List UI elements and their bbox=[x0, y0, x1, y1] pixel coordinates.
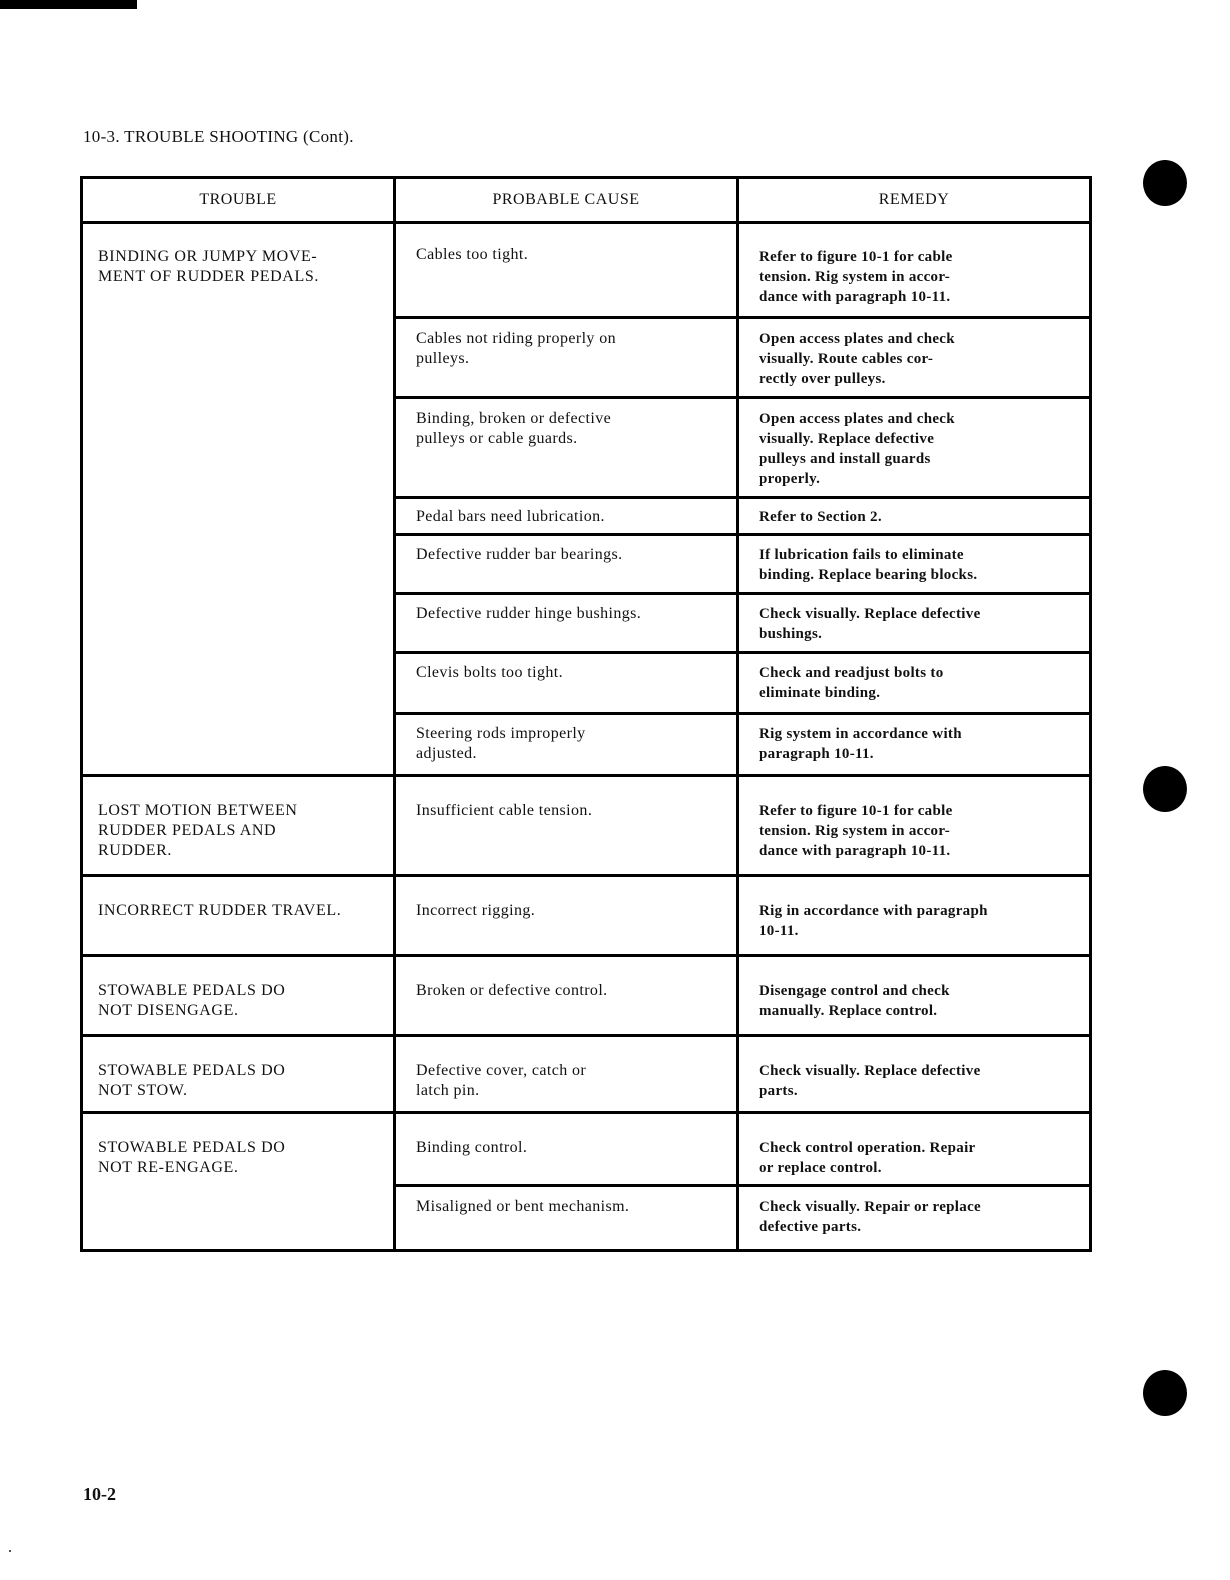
trouble-text: STOWABLE PEDALS DO NOT RE-ENGAGE. bbox=[98, 1139, 286, 1176]
remedy-cell bbox=[738, 594, 1091, 653]
cause-cell bbox=[395, 498, 738, 535]
remedy-text: Check control operation. Repair or replace control. bbox=[759, 1140, 976, 1176]
cause-cell bbox=[395, 398, 738, 498]
remedy-text: Open access plates and check visually. Replace defective pulleys and install guards properly. bbox=[759, 411, 955, 487]
cause-cell bbox=[395, 1113, 738, 1186]
cause-cell bbox=[395, 653, 738, 714]
trouble-cell bbox=[82, 1113, 395, 1251]
remedy-text: Check and readjust bolts to eliminate binding. bbox=[759, 665, 944, 701]
table-row bbox=[82, 776, 1091, 876]
remedy-cell bbox=[738, 318, 1091, 398]
trouble-cell bbox=[82, 1036, 395, 1113]
cause-text: Binding control. bbox=[416, 1139, 528, 1156]
cause-text: Defective rudder hinge bushings. bbox=[416, 605, 642, 622]
remedy-cell bbox=[738, 876, 1091, 956]
binder-hole-bottom bbox=[1143, 1370, 1187, 1416]
cause-cell bbox=[395, 776, 738, 876]
header-remedy: REMEDY bbox=[738, 178, 1091, 223]
table-row bbox=[82, 1113, 1091, 1186]
trouble-text: BINDING OR JUMPY MOVE- MENT OF RUDDER PEDALS. bbox=[98, 248, 319, 285]
cause-cell bbox=[395, 318, 738, 398]
cause-cell bbox=[395, 714, 738, 776]
trouble-text: STOWABLE PEDALS DO NOT STOW. bbox=[98, 1062, 286, 1099]
remedy-text: Refer to figure 10-1 for cable tension. Rig system in accor- dance with paragraph 10-11. bbox=[759, 803, 953, 859]
table-row bbox=[82, 1036, 1091, 1113]
remedy-cell bbox=[738, 956, 1091, 1036]
remedy-text: Disengage control and check manually. Replace control. bbox=[759, 983, 950, 1019]
top-edge-bar bbox=[0, 0, 137, 9]
remedy-text: Check visually. Replace defective bushings. bbox=[759, 606, 981, 642]
header-trouble: TROUBLE bbox=[82, 178, 395, 223]
troubleshooting-table bbox=[80, 176, 1092, 1252]
cause-text: Pedal bars need lubrication. bbox=[416, 508, 605, 525]
remedy-text: Rig system in accordance with paragraph 10-11. bbox=[759, 726, 962, 762]
table-row bbox=[82, 956, 1091, 1036]
remedy-text: Check visually. Repair or replace defective parts. bbox=[759, 1199, 981, 1235]
remedy-text: Refer to Section 2. bbox=[759, 509, 882, 525]
trouble-cell bbox=[82, 956, 395, 1036]
remedy-cell bbox=[738, 653, 1091, 714]
cause-text: Misaligned or bent mechanism. bbox=[416, 1198, 630, 1215]
trouble-text: INCORRECT RUDDER TRAVEL. bbox=[98, 902, 342, 919]
remedy-cell bbox=[738, 535, 1091, 594]
remedy-cell bbox=[738, 1036, 1091, 1113]
cause-text: Defective cover, catch or latch pin. bbox=[416, 1062, 587, 1099]
binder-hole-top bbox=[1143, 160, 1187, 206]
cause-cell bbox=[395, 535, 738, 594]
remedy-text: Check visually. Replace defective parts. bbox=[759, 1063, 981, 1099]
trouble-cell bbox=[82, 876, 395, 956]
table-row bbox=[82, 876, 1091, 956]
cause-cell bbox=[395, 876, 738, 956]
cause-text: Defective rudder bar bearings. bbox=[416, 546, 623, 563]
cause-cell bbox=[395, 956, 738, 1036]
trouble-text: STOWABLE PEDALS DO NOT DISENGAGE. bbox=[98, 982, 286, 1019]
cause-cell bbox=[395, 223, 738, 318]
trouble-cell bbox=[82, 776, 395, 876]
remedy-cell bbox=[738, 1113, 1091, 1186]
remedy-cell bbox=[738, 1186, 1091, 1251]
cause-text: Cables too tight. bbox=[416, 246, 529, 263]
cause-text: Incorrect rigging. bbox=[416, 902, 536, 919]
cause-text: Steering rods improperly adjusted. bbox=[416, 725, 586, 762]
page-number: 10-2 bbox=[83, 1484, 116, 1504]
remedy-cell bbox=[738, 223, 1091, 318]
scan-speck bbox=[9, 1550, 11, 1552]
cause-text: Cables not riding properly on pulleys. bbox=[416, 330, 617, 367]
header-probable-cause: PROBABLE CAUSE bbox=[395, 178, 738, 223]
remedy-text: Open access plates and check visually. Route cables cor- rectly over pulleys. bbox=[759, 331, 955, 387]
trouble-cell bbox=[82, 223, 395, 776]
cause-text: Clevis bolts too tight. bbox=[416, 664, 563, 681]
cause-text: Binding, broken or defective pulleys or cable guards. bbox=[416, 410, 612, 447]
remedy-cell bbox=[738, 498, 1091, 535]
remedy-cell bbox=[738, 776, 1091, 876]
cause-cell bbox=[395, 594, 738, 653]
remedy-text: Refer to figure 10-1 for cable tension. Rig system in accor- dance with paragraph 10-11. bbox=[759, 249, 953, 305]
table-row bbox=[82, 223, 1091, 318]
cause-text: Broken or defective control. bbox=[416, 982, 608, 999]
cause-cell bbox=[395, 1186, 738, 1251]
remedy-cell bbox=[738, 714, 1091, 776]
cause-cell bbox=[395, 1036, 738, 1113]
trouble-text: LOST MOTION BETWEEN RUDDER PEDALS AND RUDDER. bbox=[98, 802, 298, 859]
cause-text: Insufficient cable tension. bbox=[416, 802, 593, 819]
remedy-text: Rig in accordance with paragraph 10-11. bbox=[759, 903, 988, 939]
remedy-cell bbox=[738, 398, 1091, 498]
table-header-row bbox=[82, 178, 1091, 223]
binder-hole-middle bbox=[1143, 766, 1187, 812]
section-title: 10-3. TROUBLE SHOOTING (Cont). bbox=[83, 127, 354, 146]
remedy-text: If lubrication fails to eliminate binding. Replace bearing blocks. bbox=[759, 547, 978, 583]
